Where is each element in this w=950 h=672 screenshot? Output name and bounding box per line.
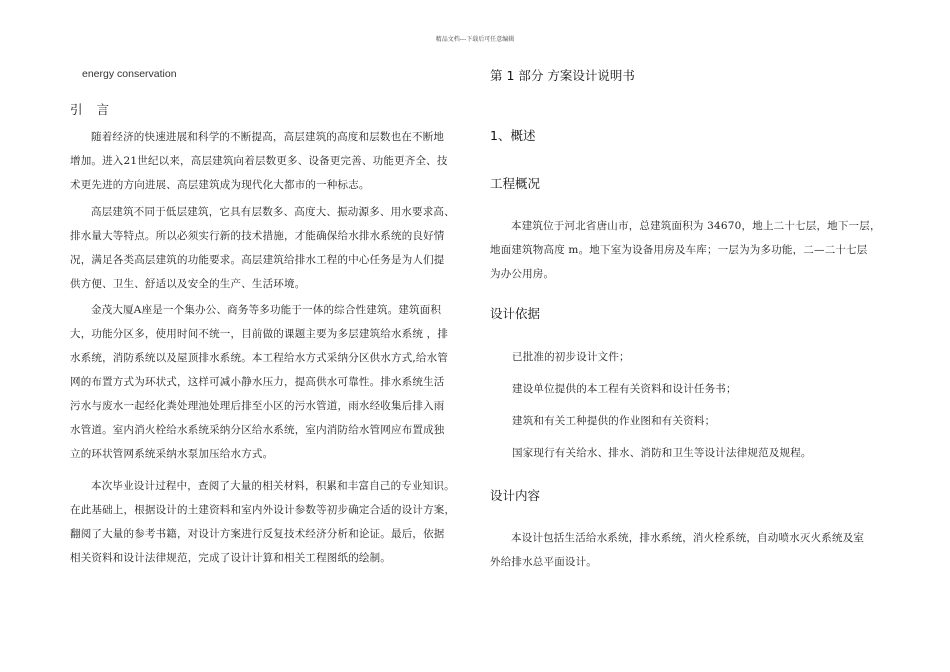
text-line: 网的布置方式为环状式，这样可减小静水压力，提高供水可靠性。排水系统生活	[70, 376, 445, 388]
text-line: 外给排水总平面设计。	[490, 556, 597, 568]
basis-item: 建设单位提供的本工程有关资料和设计任务书；	[512, 383, 737, 395]
text-line: 水管道。室内消火栓给水系统采纳分区给水系统，室内消防给水管网应布置成独	[70, 424, 445, 436]
text-line: 排水量大等特点。所以必须实行新的技术措施，才能确保给水排水系统的良好情	[70, 230, 445, 242]
text-line: 况，满足各类高层建筑的功能要求。高层建筑给排水工程的中心任务是为人们提	[70, 254, 445, 266]
paragraph-2	[70, 200, 455, 296]
text-line: 本建筑位于河北省唐山市，总建筑面积为 34670，地上二十七层，地下一层，	[511, 220, 881, 232]
text-line: 本设计包括生活给水系统，排水系统，消火栓系统，自动喷水灭火系统及室	[511, 532, 865, 544]
project-heading: 工程概况	[490, 176, 541, 191]
text-line: 高层建筑不同于低层建筑，它具有层数多、高度大、振动源多、用水要求高、	[91, 206, 455, 218]
text-line: 本次毕业设计过程中，查阅了大量的相关材料，积累和丰富自己的专业知识。	[91, 480, 455, 492]
part-title: 第 1 部分 方案设计说明书	[490, 68, 635, 83]
text-line: 在此基础上，根据设计的土建资料和室内外设计参数等初步确定合适的设计方案，	[70, 504, 456, 516]
text-line: 随着经济的快速进展和科学的不断提高，高层建筑的高度和层数也在不断地	[91, 131, 445, 143]
text-line: 水系统，消防系统以及屋顶排水系统。本工程给水方式采纳分区供水方式,给水管	[70, 352, 449, 364]
text-line: 为办公用房。	[490, 268, 555, 280]
text-line: 供方便、卫生、舒适以及安全的生产、生活环境。	[70, 278, 306, 290]
text-line: 立的环状管网系统采纳水泵加压给水方式。	[70, 448, 274, 460]
text-line: 术更先进的方向进展、高层建筑成为现代化大都市的一种标志。	[70, 179, 370, 191]
text-line: 增加。进入21世纪以来，高层建筑向着层数更多、设备更完善、功能更齐全、技	[70, 155, 448, 167]
intro-heading: 引言	[70, 102, 124, 117]
text-line: 污水与废水一起经化粪处理池处理后排至小区的污水管道，雨水经收集后排入雨	[70, 400, 445, 412]
overview-heading: 1、概述	[490, 128, 536, 143]
basis-heading: 设计依据	[490, 306, 541, 321]
paragraph-1	[70, 125, 448, 197]
text-line: 翻阅了大量的参考书籍，对设计方案进行反复技术经济分析和论证。最后，依据	[70, 528, 445, 540]
paragraph-3	[70, 298, 448, 466]
content-paragraph	[490, 526, 864, 574]
text-line: 金茂大厦A座是一个集办公、商务等多功能于一体的综合性建筑。建筑面积	[91, 304, 442, 316]
text-line: 相关资料和设计法律规范，完成了设计计算和相关工程图纸的绘制。	[70, 552, 391, 564]
basis-item: 已批准的初步设计文件；	[512, 351, 630, 363]
content-heading: 设计内容	[490, 488, 541, 503]
paragraph-4	[70, 474, 455, 570]
keyword-text: energy conservation	[82, 68, 177, 80]
basis-item: 建筑和有关工种提供的作业图和有关资料；	[512, 415, 716, 427]
page-header: 精品文档---下载后可任意编辑	[435, 36, 515, 43]
basis-item: 国家现行有关给水、排水、消防和卫生等设计法律规范及规程。	[512, 447, 812, 459]
text-line: 地面建筑物高度 m。地下室为设备用房及车库；一层为为多功能，二—二十七层	[490, 244, 868, 256]
text-line: 大，功能分区多，使用时间不统一，目前做的课题主要为多层建筑给水系统 ，排	[70, 328, 449, 340]
project-paragraph	[490, 214, 881, 286]
